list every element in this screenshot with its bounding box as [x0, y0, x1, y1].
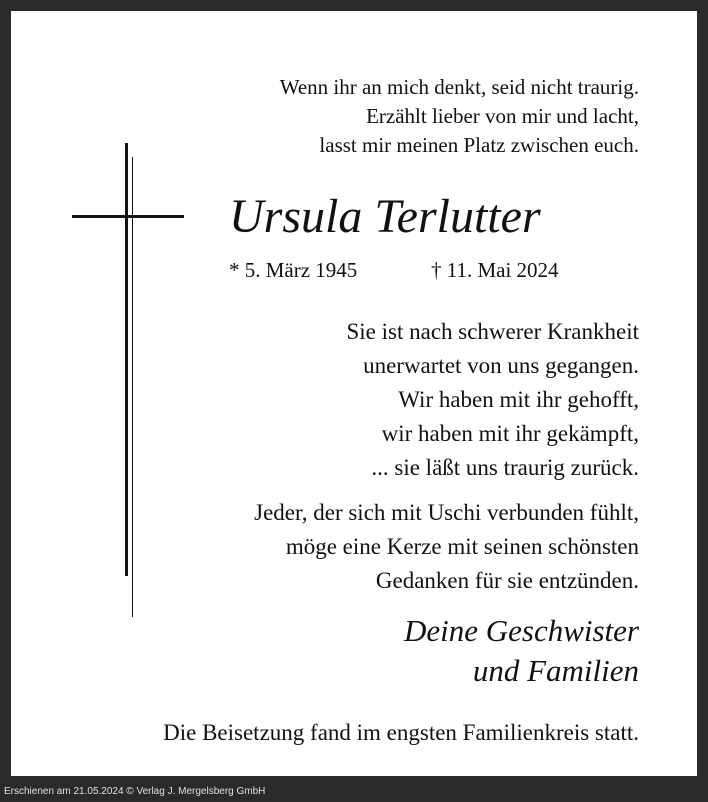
candle-line: Jeder, der sich mit Uschi verbunden fühlt, [254, 500, 639, 525]
poem-line: Wenn ihr an mich denkt, seid nicht traurig. [279, 75, 639, 99]
message-paragraph [346, 315, 639, 485]
poem-line: lasst mir meinen Platz zwischen euch. [319, 133, 639, 157]
birth-date: * 5. März 1945 [229, 258, 358, 282]
message-line: Sie ist nach schwerer Krankheit [346, 319, 639, 344]
signature [404, 611, 639, 691]
candle-line: möge eine Kerze mit seinen schönsten [285, 534, 639, 559]
signature-line: und Familien [472, 653, 639, 688]
candle-line: Gedanken für sie entzünden. [375, 568, 639, 593]
poem-line: Erzählt lieber von mir und lacht, [366, 104, 639, 128]
message-line: wir haben mit ihr gekämpft, [381, 421, 639, 446]
message-line: ... sie läßt uns traurig zurück. [371, 455, 639, 480]
death-date: † 11. Mai 2024 [431, 258, 559, 282]
cross-vertical-bar [125, 143, 128, 576]
cross-vertical-thin-line [132, 157, 133, 617]
message-line: unerwartet von uns gegangen. [363, 353, 639, 378]
message-line: Wir haben mit ihr gehofft, [398, 387, 639, 412]
signature-line: Deine Geschwister [403, 613, 639, 648]
deceased-name: Ursula Terlutter [229, 190, 541, 243]
poem [280, 73, 639, 160]
obituary-card [11, 11, 697, 776]
cross-horizontal-bar [72, 215, 184, 218]
candle-paragraph [254, 496, 639, 598]
publication-footer: Erschienen am 21.05.2024 © Verlag J. Mergelsberg GmbH [4, 786, 266, 797]
burial-note: Die Beisetzung fand im engsten Familienkreis statt. [163, 720, 639, 745]
